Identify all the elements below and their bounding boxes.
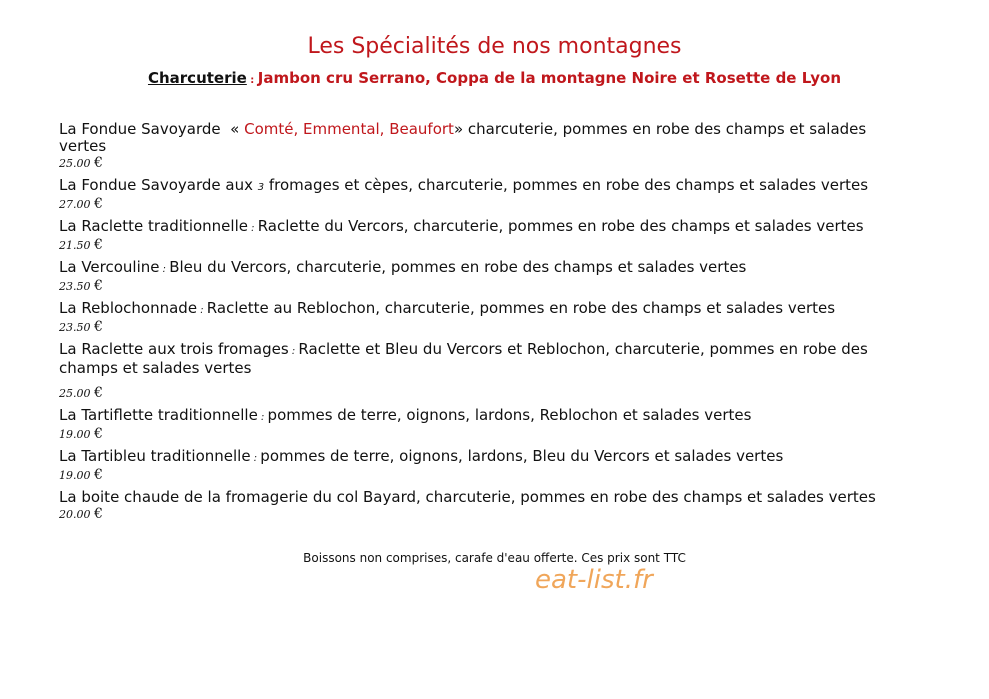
item-name: La Reblochonnade bbox=[59, 299, 198, 317]
item-description: pommes de terre, oignons, lardons, Bleu du Vercors et salades vertes bbox=[260, 447, 784, 465]
item-separator: : bbox=[288, 346, 299, 357]
currency-symbol: € bbox=[94, 237, 103, 253]
currency-symbol: € bbox=[94, 426, 103, 442]
menu-item-fondue-3-fromages bbox=[59, 177, 909, 213]
quote-close: » bbox=[453, 120, 468, 138]
item-separator: : bbox=[197, 305, 207, 316]
item-separator: : bbox=[257, 412, 268, 423]
item-description: Bleu du Vercors, charcuterie, pommes en robe des champs et salades vertes bbox=[169, 258, 747, 276]
item-cheeses: Comté, Emmental, Beaufort bbox=[244, 120, 454, 138]
price-value: 27.00 bbox=[59, 198, 91, 211]
menu-item-raclette-traditionnelle bbox=[59, 218, 909, 254]
menu-list bbox=[59, 121, 909, 528]
price-value: 23.50 bbox=[59, 321, 91, 334]
item-number: 3 bbox=[257, 182, 265, 193]
charcuterie-label: Charcuterie bbox=[147, 69, 247, 87]
item-price bbox=[59, 319, 909, 336]
item-description: fromages et cèpes, charcuterie, pommes en robe des champs et salades vertes bbox=[264, 176, 869, 194]
item-separator: : bbox=[159, 264, 170, 275]
currency-symbol: € bbox=[94, 385, 103, 401]
item-price bbox=[59, 385, 909, 402]
item-price bbox=[59, 467, 909, 484]
menu-item-tartibleu bbox=[59, 448, 909, 484]
price-value: 21.50 bbox=[59, 239, 91, 252]
item-price bbox=[59, 278, 909, 295]
item-description: Raclette et Bleu du Vercors et Reblochon, charcuterie, pommes en robe des champs et salades vertes bbox=[59, 340, 868, 377]
price-value: 20.00 bbox=[59, 508, 91, 521]
currency-symbol: € bbox=[94, 506, 103, 522]
menu-item-raclette-trois-fromages bbox=[59, 341, 909, 402]
item-name: La Raclette aux trois fromages bbox=[59, 340, 289, 358]
item-price bbox=[59, 237, 909, 254]
item-name: La Raclette traditionnelle bbox=[59, 217, 248, 235]
charcuterie-line bbox=[0, 69, 989, 87]
item-price bbox=[59, 196, 909, 213]
menu-item-fondue-savoyarde bbox=[59, 121, 909, 172]
currency-symbol: € bbox=[94, 319, 103, 335]
item-separator: : bbox=[250, 453, 261, 464]
item-price bbox=[59, 506, 909, 523]
item-name: La Fondue Savoyarde bbox=[59, 120, 221, 138]
item-description: pommes de terre, oignons, lardons, Reblochon et salades vertes bbox=[267, 406, 752, 424]
charcuterie-separator: : bbox=[246, 75, 258, 86]
item-separator: : bbox=[247, 223, 258, 234]
item-description: Raclette au Reblochon, charcuterie, pommes en robe des champs et salades vertes bbox=[206, 299, 836, 317]
item-name: La Vercouline bbox=[59, 258, 160, 276]
price-value: 25.00 bbox=[59, 387, 91, 400]
item-name: La Tartibleu traditionnelle bbox=[59, 447, 251, 465]
currency-symbol: € bbox=[94, 155, 103, 171]
price-value: 25.00 bbox=[59, 157, 91, 170]
item-description: Raclette du Vercors, charcuterie, pommes en robe des champs et salades vertes bbox=[257, 217, 864, 235]
price-value: 19.00 bbox=[59, 428, 91, 441]
watermark-logo: eat-list.fr bbox=[535, 565, 653, 595]
price-value: 23.50 bbox=[59, 280, 91, 293]
item-description: charcuterie, pommes en robe des champs et salades vertes bbox=[59, 120, 867, 155]
footer-note: Boissons non comprises, carafe d'eau offerte. Ces prix sont TTC bbox=[303, 551, 686, 565]
currency-symbol: € bbox=[94, 467, 103, 483]
quote-open: « bbox=[220, 120, 245, 138]
item-name: La Fondue Savoyarde aux bbox=[59, 176, 258, 194]
price-value: 19.00 bbox=[59, 469, 91, 482]
menu-item-boite-chaude bbox=[59, 489, 909, 523]
item-description: , charcuterie, pommes en robe des champs et salades vertes bbox=[416, 488, 876, 506]
menu-item-tartiflette bbox=[59, 407, 909, 443]
item-name: La boite chaude de la fromagerie du col Bayard bbox=[59, 488, 416, 506]
item-price bbox=[59, 426, 909, 443]
menu-item-vercouline bbox=[59, 259, 909, 295]
charcuterie-text: Jambon cru Serrano, Coppa de la montagne Noire et Rosette de Lyon bbox=[257, 69, 842, 87]
menu-item-reblochonnade bbox=[59, 300, 909, 336]
item-name: La Tartiflette traditionnelle bbox=[59, 406, 258, 424]
currency-symbol: € bbox=[94, 196, 103, 212]
currency-symbol: € bbox=[94, 278, 103, 294]
item-price bbox=[59, 155, 909, 172]
menu-title: Les Spécialités de nos montagnes bbox=[307, 34, 682, 59]
